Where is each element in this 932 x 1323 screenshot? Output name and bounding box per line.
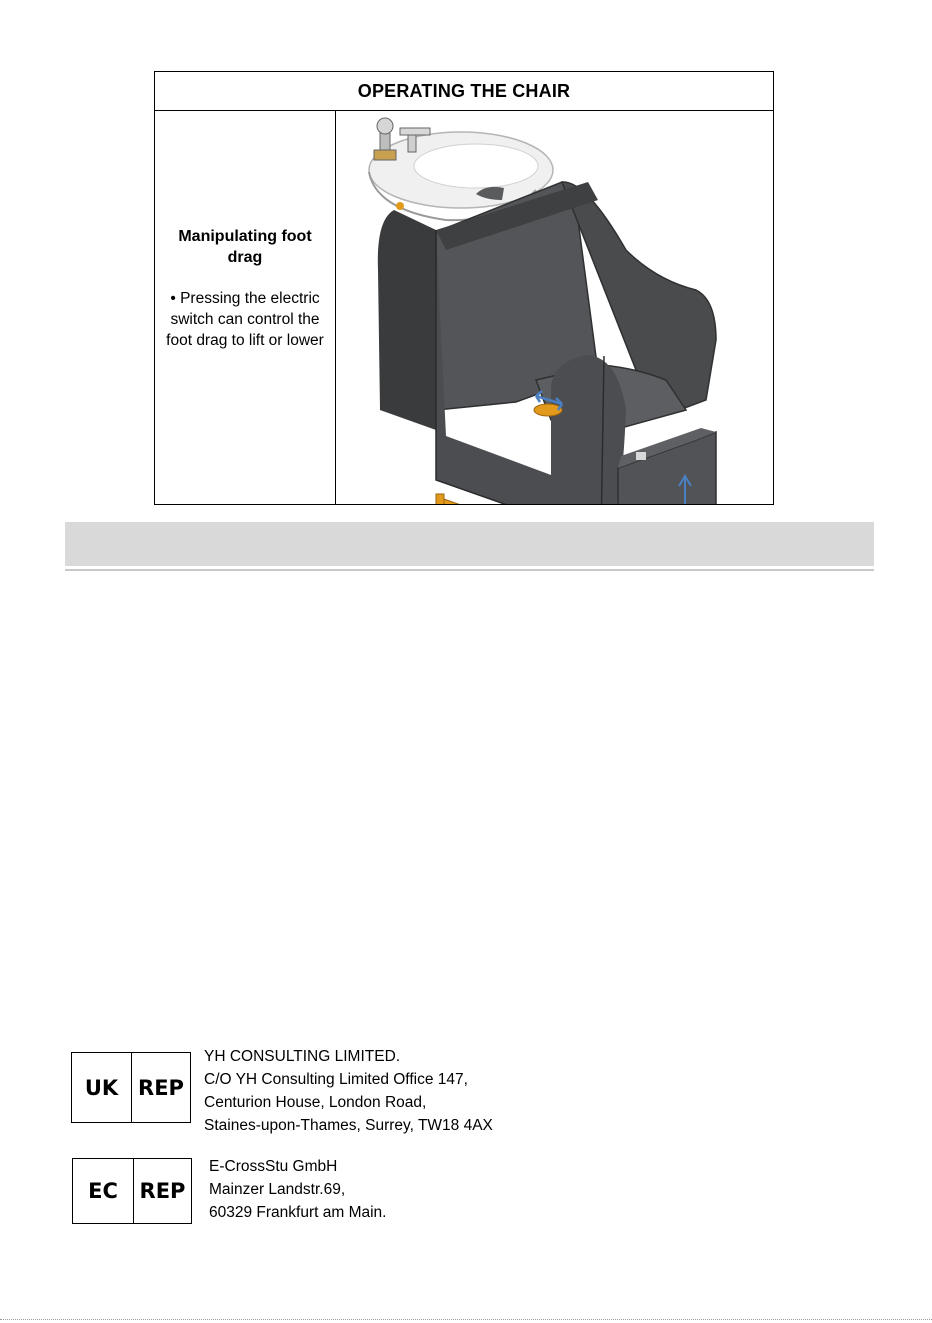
washbasin-bowl <box>414 144 538 188</box>
ec-rep-mark-region: EC <box>73 1159 134 1223</box>
faucet-top <box>400 128 430 135</box>
uk-rep-mark-country: UK <box>72 1053 132 1122</box>
ec-rep-mark <box>72 1158 192 1224</box>
instruction-cell <box>155 110 336 504</box>
ec-rep-line-1: E-CrossStu GmbH <box>209 1158 338 1175</box>
electric-switch <box>534 404 562 416</box>
ec-rep-line-3: 60329 Frankfurt am Main. <box>209 1204 387 1221</box>
faucet-knob <box>377 118 393 134</box>
page-bottom-edge <box>0 1319 932 1320</box>
instruction-line-2: switch can control the <box>170 311 320 328</box>
faucet-base <box>374 150 396 160</box>
ec-rep-mark-rep: REP <box>139 1179 186 1203</box>
instruction-title <box>155 226 335 268</box>
foot-rest-hinge <box>636 452 646 460</box>
drain-knob <box>396 202 404 210</box>
instruction-line-3: foot drag to lift or lower <box>166 332 324 349</box>
base-frame-leg-left <box>436 494 444 504</box>
uk-rep-line-1: YH CONSULTING LIMITED. <box>204 1048 401 1065</box>
instruction-description <box>157 288 333 351</box>
uk-rep-line-3: Centurion House, London Road, <box>204 1094 427 1111</box>
section-header-bar <box>65 522 874 566</box>
uk-rep-line-4: Staines-upon-Thames, Surrey, TW18 4AX <box>204 1117 493 1134</box>
ec-rep-address <box>209 1155 386 1224</box>
uk-rep-mark <box>71 1052 191 1123</box>
section-divider <box>65 569 874 571</box>
chair-back-shell <box>378 210 436 430</box>
instruction-title-line-1: Manipulating foot <box>178 228 312 245</box>
table-header: OPERATING THE CHAIR <box>155 72 773 111</box>
instruction-line-1: • Pressing the electric <box>170 290 320 307</box>
operating-table <box>154 71 774 505</box>
uk-rep-address <box>204 1045 493 1137</box>
chair-illustration <box>336 110 772 504</box>
uk-rep-mark-rep: REP <box>138 1075 184 1100</box>
uk-rep-line-2: C/O YH Consulting Limited Office 147, <box>204 1071 468 1088</box>
illustration-cell <box>336 110 773 504</box>
instruction-title-line-2: drag <box>227 249 263 266</box>
ec-rep-line-2: Mainzer Landstr.69, <box>209 1181 346 1198</box>
